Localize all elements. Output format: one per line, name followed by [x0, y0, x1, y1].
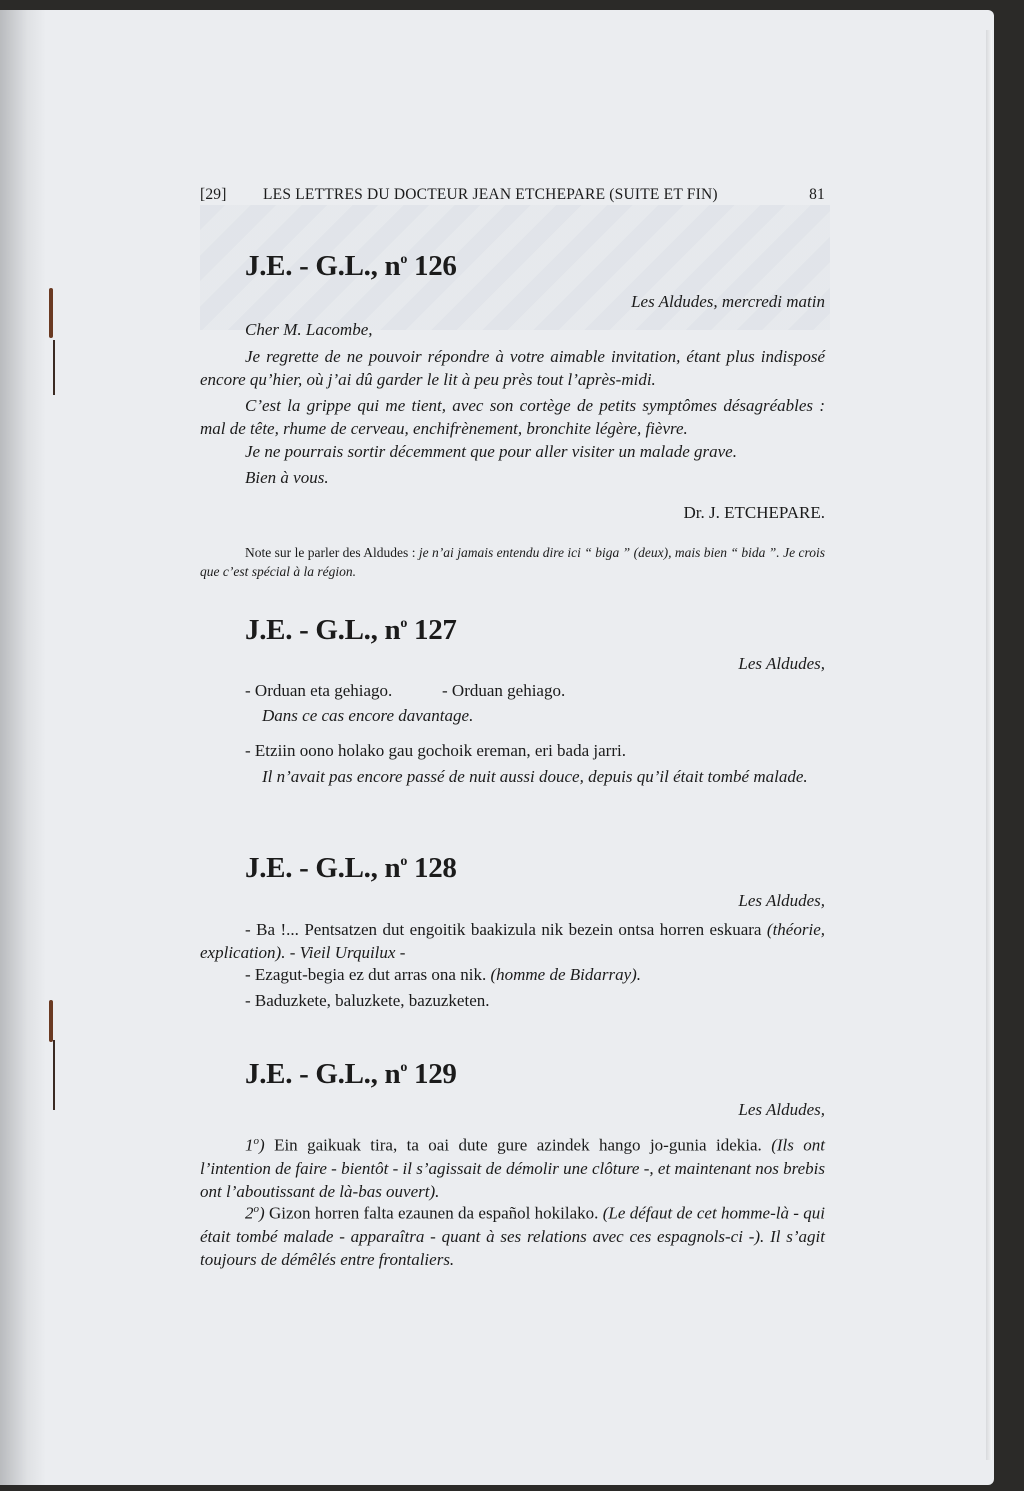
letter-128-paragraph-2: - Ezagut-begia ez dut arras ona nik. (homme de Bidarray).	[245, 965, 642, 984]
letter-127-translation-1: Dans ce cas encore davantage.	[262, 706, 474, 725]
page-number: 81	[809, 186, 825, 203]
letter-126-paragraph-3: Je ne pourrais sortir décemment que pour aller visiter un malade grave.	[245, 442, 737, 461]
letter-126-paragraph-2: C’est la grippe qui me tient, avec son cortège de petits symptômes désagréables : mal de tête, rhume de cerveau, enchifrènement, bronchite légère, fièvre.	[200, 396, 825, 438]
letter-129-title: J.E. - G.L., $n^o$ 129	[245, 1058, 457, 1090]
letter-127-line-2: - Etziin oono holako gau gochoik ereman, eri bada jarri.	[245, 741, 626, 760]
letter-126-title: J.E. - G.L., $n^o$ 126	[245, 250, 457, 282]
letter-129-paragraph-2: 2$^o$) Gizon horren falta ezaunen da español hokilako. (Le défaut de cet homme-là - qui était tombé malade - apparaîtra - quant à ses relations avec ces espagnols-ci -). Il s’agit toujours de démêlés entre frontaliers.	[200, 1203, 825, 1269]
staple-top	[49, 288, 53, 338]
letter-127-place: Les Aldudes,	[738, 654, 825, 673]
letter-128-paragraph-3: - Baduzkete, baluzkete, bazuzketen.	[245, 991, 490, 1010]
staple-bottom	[49, 1000, 53, 1042]
letter-127-line-1b: - Orduan gehiago.	[442, 681, 566, 700]
letter-126-signature: Dr. J. ETCHEPARE.	[683, 503, 825, 522]
letter-127-line-1a: - Orduan eta gehiago.	[245, 681, 393, 700]
letter-126-note: Note sur le parler des Aldudes : je n’ai jamais entendu dire ici “ biga ” (deux), mais bien “ bida ”. Je crois que c’est spécial à la région.	[200, 545, 825, 579]
letter-126-closing: Bien à vous.	[245, 468, 329, 487]
staple-hole-bottom	[53, 1040, 55, 1110]
running-header	[200, 186, 825, 208]
letter-126-salutation: Cher M. Lacombe,	[245, 320, 373, 339]
letter-127-title: J.E. - G.L., $n^o$ 127	[245, 614, 457, 646]
letter-126-place: Les Aldudes, mercredi matin	[631, 292, 825, 311]
running-title: LES LETTRES DU DOCTEUR JEAN ETCHEPARE (SUITE ET FIN)	[263, 186, 718, 203]
letter-128-title: J.E. - G.L., $n^o$ 128	[245, 852, 457, 884]
letter-129-place: Les Aldudes,	[738, 1100, 825, 1119]
page-edge	[986, 30, 992, 1460]
page-reference: [29]	[200, 186, 227, 203]
binding-gutter	[0, 10, 46, 1485]
letter-126-paragraph-1: Je regrette de ne pouvoir répondre à votre aimable invitation, étant plus indisposé encore qu’hier, où j’ai dû garder le lit à peu près tout l’après-midi.	[200, 347, 825, 389]
letter-128-paragraph-1: - Ba !... Pentsatzen dut engoitik baakizula nik bezein ontsa horren eskuara (théorie, explication). - Vieil Urquilux -	[200, 920, 825, 962]
staple-hole-top	[53, 340, 55, 395]
letter-129-paragraph-1: 1$^o$) Ein gaikuak tira, ta oai dute gure azindek hango jo-gunia idekia. (Ils ont l’intention de faire - bientôt - il s’agissait de démolir une clôture -, et maintenant nos brebis ont l’aboutissant de là-bas ouvert).	[200, 1135, 825, 1201]
letter-127-translation-2: Il n’avait pas encore passé de nuit aussi douce, depuis qu’il était tombé malade.	[262, 767, 808, 786]
letter-128-place: Les Aldudes,	[738, 891, 825, 910]
